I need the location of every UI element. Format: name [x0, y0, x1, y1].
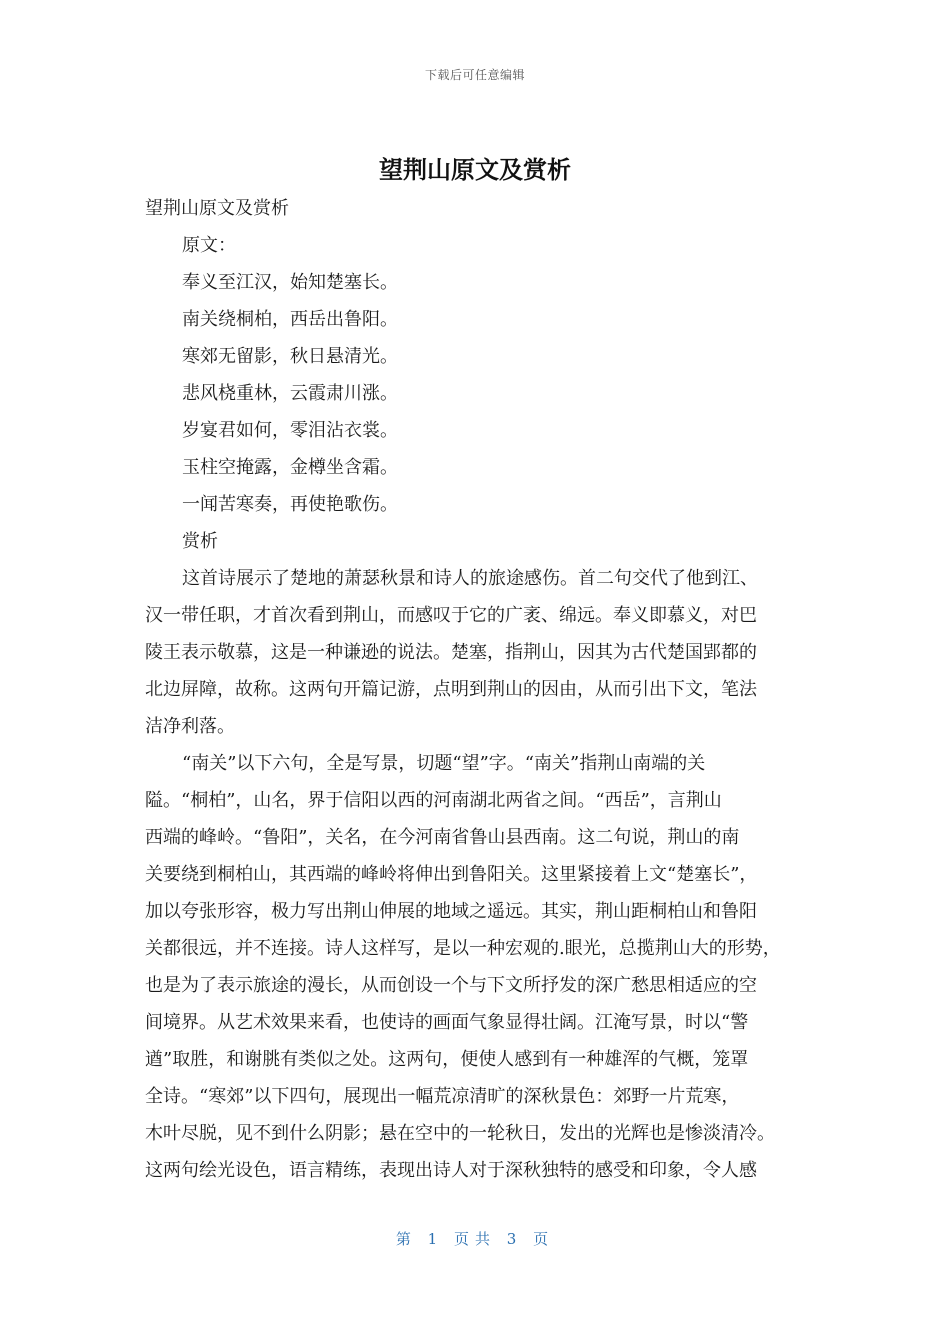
poem-line: 南关绕桐柏，西岳出鲁阳。 [182, 309, 398, 330]
poem-line: 寒郊无留影，秋日悬清光。 [182, 346, 398, 367]
paragraph-line: 木叶尽脱，见不到什么阴影；悬在空中的一轮秋日，发出的光辉也是惨淡清冷。 [145, 1123, 775, 1144]
paragraph-line: 全诗。“寒郊”以下四句，展现出一幅荒凉清旷的深秋景色：郊野一片荒寒， [145, 1086, 740, 1107]
document-body [145, 190, 815, 1189]
paragraph-line: 关要绕到桐柏山，其西端的峰岭将伸出到鲁阳关。这里紧接着上文“楚塞长”， [145, 864, 758, 885]
analysis-paragraph-2 [145, 745, 815, 1189]
document-title: 望荆山原文及赏析 [379, 156, 571, 184]
poem-line: 玉柱空掩露，金樽坐含霜。 [182, 457, 398, 478]
paragraph-line: 也是为了表示旅途的漫长，从而创设一个与下文所抒发的深广愁思相适应的空 [145, 975, 757, 996]
paragraph-line: 遒”取胜，和谢朓有类似之处。这两句，便使人感到有一种雄浑的气概，笼罩 [145, 1049, 749, 1070]
poem-line: 岁宴君如何，零泪沾衣裳。 [182, 420, 398, 441]
poem [145, 264, 815, 523]
analysis-paragraph-1 [145, 560, 815, 745]
paragraph-line: 这首诗展示了楚地的萧瑟秋景和诗人的旅途感伤。首二句交代了他到江、 [182, 568, 758, 589]
poem-line: 奉义至江汉，始知楚塞长。 [182, 272, 398, 293]
header-note: 下载后可任意编辑 [424, 68, 525, 82]
paragraph-line: 间境界。从艺术效果来看，也使诗的画面气象显得壮阔。江淹写景，时以“警 [145, 1012, 749, 1033]
paragraph-line: 关都很远，并不连接。诗人这样写，是以一种宏观的.眼光，总揽荆山大的形势， [145, 938, 781, 959]
paragraph-line: 洁净利落。 [145, 716, 235, 737]
subtitle: 望荆山原文及赏析 [145, 198, 289, 219]
analysis-label: 赏析 [182, 531, 218, 552]
paragraph-line: 西端的峰岭。“鲁阳”，关名，在今河南省鲁山县西南。这二句说，荆山的南 [145, 827, 740, 848]
page-footer: 第 1 页共 3 页 [395, 1230, 555, 1248]
paragraph-line: 这两句绘光设色，语言精练，表现出诗人对于深秋独特的感受和印象，令人感 [145, 1160, 757, 1181]
poem-line: 一闻苦寒奏，再使艳歌伤。 [182, 494, 398, 515]
paragraph-line: 隘。“桐柏”，山名，界于信阳以西的河南湖北两省之间。“西岳”，言荆山 [145, 790, 722, 811]
original-label: 原文： [182, 235, 236, 256]
paragraph-line: 加以夸张形容，极力写出荆山伸展的地域之遥远。其实，荆山距桐柏山和鲁阳 [145, 901, 757, 922]
paragraph-line: “南关”以下六句，全是写景，切题“望”字。“南关”指荆山南端的关 [182, 753, 706, 774]
paragraph-line: 汉一带任职，才首次看到荆山，而感叹于它的广袤、绵远。奉义即慕义，对巴 [145, 605, 757, 626]
paragraph-line: 北边屏障，故称。这两句开篇记游，点明到荆山的因由，从而引出下文，笔法 [145, 679, 757, 700]
paragraph-line: 陵王表示敬慕，这是一种谦逊的说法。楚塞，指荆山，因其为古代楚国郢都的 [145, 642, 757, 663]
poem-line: 悲风桡重林，云霞肃川涨。 [182, 383, 398, 404]
